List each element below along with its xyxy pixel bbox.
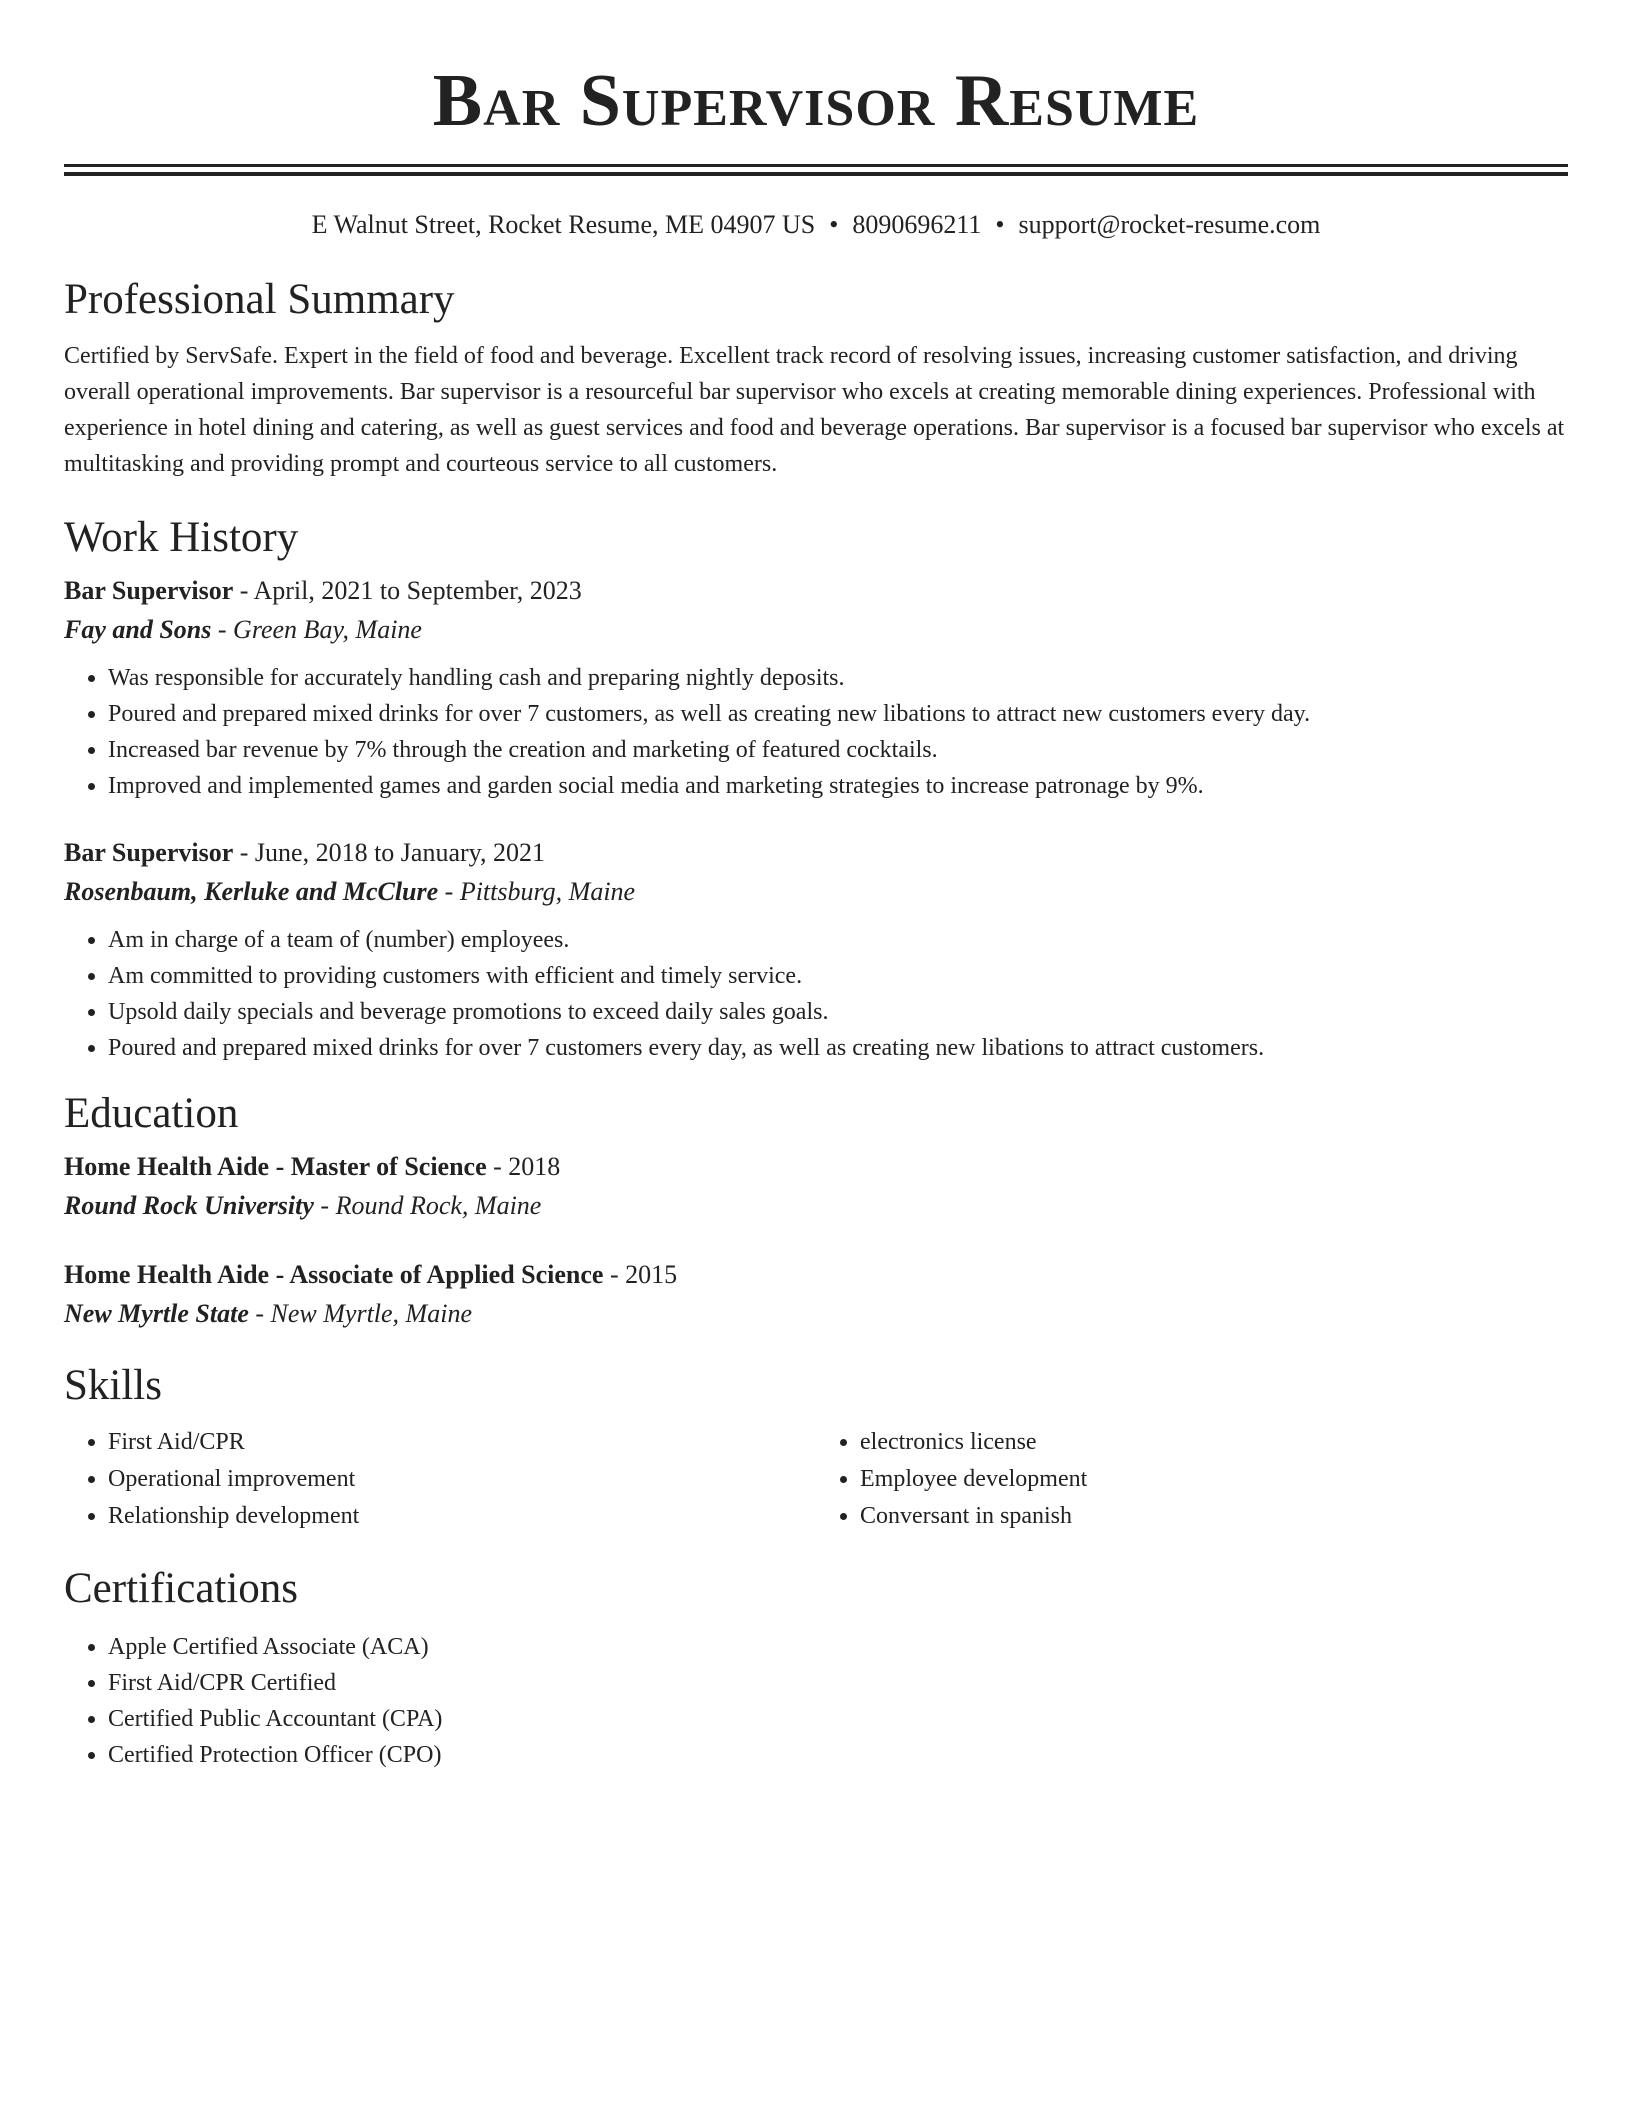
job-entry [64, 572, 1568, 804]
list-item: • Poured and prepared mixed drinks for over 7 customers, as well as creating new libations to attract new customers every day. [108, 696, 1568, 732]
job-company: Rosenbaum, Kerluke and McClure [64, 877, 439, 906]
job-company: Fay and Sons [64, 615, 212, 644]
contact-address: E Walnut Street, Rocket Resume, ME 04907 US [311, 210, 816, 239]
certification-item: • Certified Public Accountant (CPA) [108, 1701, 1568, 1737]
education-location: - New Myrtle, Maine [248, 1299, 472, 1328]
job-title: Bar Supervisor [64, 838, 234, 867]
resume-title: Bar Supervisor Resume [432, 60, 1200, 142]
education-degree: Home Health Aide - Master of Science [64, 1152, 487, 1181]
education-header [64, 1148, 1568, 1186]
skill-item: • Conversant in spanish [860, 1498, 1568, 1535]
job-title: Bar Supervisor [64, 576, 234, 605]
education-degree: Home Health Aide - Associate of Applied Science [64, 1260, 604, 1289]
job-header [64, 834, 1568, 872]
job-entry [64, 834, 1568, 1066]
job-location: - Green Bay, Maine [211, 615, 422, 644]
skill-item: • First Aid/CPR [108, 1424, 816, 1461]
job-location: - Pittsburg, Maine [438, 877, 636, 906]
contact-line [64, 208, 1568, 242]
education-year: - 2018 [486, 1152, 561, 1181]
certifications-heading: Certifications [64, 1565, 299, 1612]
skill-item: • Employee development [860, 1461, 1568, 1498]
education-school-line [64, 1294, 1568, 1334]
list-item: • Upsold daily specials and beverage promotions to exceed daily sales goals. [108, 994, 1568, 1030]
education-school: Round Rock University [64, 1191, 314, 1220]
certification-item: • First Aid/CPR Certified [108, 1665, 1568, 1701]
job-header [64, 572, 1568, 610]
skills-columns [64, 1424, 1568, 1535]
summary-text: Certified by ServSafe. Expert in the field of food and beverage. Excellent track record of resolving issues, increasing customer satisfaction, and driving overall operational improvements. Bar supervisor is a resourceful bar supervisor who excels at creating memorable dining experiences. Professional with experience in hotel dining and catering, as well as guest services and food and beverage operations. Bar supervisor is a focused bar supervisor who excels at multitasking and providing prompt and courteous service to all customers. [64, 343, 1565, 477]
skills-left-list [64, 1424, 816, 1535]
education-school: New Myrtle State [64, 1299, 249, 1328]
certifications-list [64, 1629, 1568, 1773]
contact-separator: • [829, 210, 839, 239]
contact-phone: 8090696211 [852, 210, 982, 239]
education-entry [64, 1148, 1568, 1226]
list-item: • Poured and prepared mixed drinks for over 7 customers every day, as well as creating new libations to attract customers. [108, 1030, 1568, 1066]
education-year: - 2015 [603, 1260, 678, 1289]
job-bullets [64, 922, 1568, 1066]
certification-item: • Certified Protection Officer (CPO) [108, 1737, 1568, 1773]
job-company-line [64, 610, 1568, 650]
job-dates: - April, 2021 to September, 2023 [233, 576, 582, 605]
education-header [64, 1256, 1568, 1294]
skill-item: • Operational improvement [108, 1461, 816, 1498]
education-entry [64, 1256, 1568, 1334]
education-school-line [64, 1186, 1568, 1226]
job-bullets [64, 660, 1568, 804]
contact-email[interactable]: support@rocket-resume.com [1018, 210, 1321, 239]
summary-heading: Professional Summary [64, 276, 455, 323]
certification-item: • Apple Certified Associate (ACA) [108, 1629, 1568, 1665]
job-dates: - June, 2018 to January, 2021 [233, 838, 545, 867]
list-item: • Am committed to providing customers with efficient and timely service. [108, 958, 1568, 994]
skill-item: • electronics license [860, 1424, 1568, 1461]
skill-item: • Relationship development [108, 1498, 816, 1535]
job-company-line [64, 872, 1568, 912]
contact-separator: • [995, 210, 1005, 239]
title-rule-thick [64, 172, 1568, 176]
education-heading: Education [64, 1090, 239, 1137]
list-item: • Was responsible for accurately handling cash and preparing nightly deposits. [108, 660, 1568, 696]
list-item: • Am in charge of a team of (number) employees. [108, 922, 1568, 958]
title-rule-thin [64, 164, 1568, 167]
skills-right-list [816, 1424, 1568, 1535]
list-item: • Increased bar revenue by 7% through the creation and marketing of featured cocktails. [108, 732, 1568, 768]
work-history-heading: Work History [64, 514, 299, 561]
education-location: - Round Rock, Maine [313, 1191, 542, 1220]
list-item: • Improved and implemented games and garden social media and marketing strategies to increase patronage by 9%. [108, 768, 1568, 804]
skills-heading: Skills [64, 1362, 162, 1409]
